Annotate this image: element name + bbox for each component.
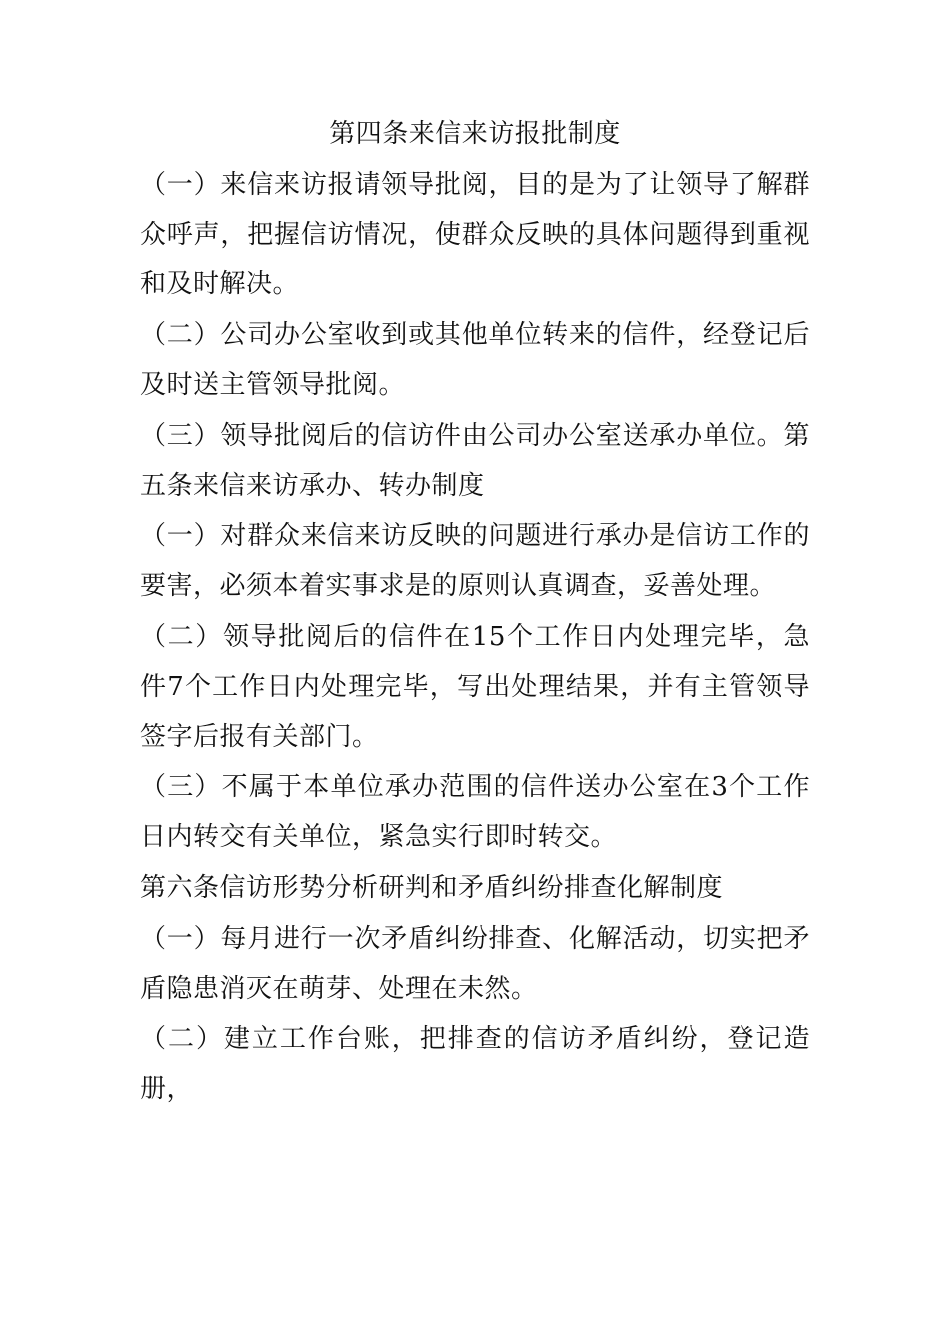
- document-title: 第四条来信来访报批制度: [329, 119, 621, 149]
- paragraph-9: （二）建立工作台账，把排查的信访矛盾纠纷，登记造册，: [140, 1024, 810, 1105]
- document-body: [140, 110, 810, 1116]
- paragraph-1: （一）来信来访报请领导批阅，目的是为了让领导了解群众呼声，把握信访情况，使群众反映的具体问题得到重视和及时解决。: [140, 169, 810, 300]
- paragraph-5: （二）领导批阅后的信件在15个工作日内处理完毕，急件7个工作日内处理完毕，写出处理结果，并有主管领导签字后报有关部门。: [140, 621, 810, 752]
- paragraph-4: （一）对群众来信来访反映的问题进行承办是信访工作的要害，必须本着实事求是的原则认真调查，妥善处理。: [140, 521, 810, 602]
- paragraph-2: （二）公司办公室收到或其他单位转来的信件，经登记后及时送主管领导批阅。: [140, 320, 810, 400]
- paragraph-3: （三）领导批阅后的信访件由公司办公室送承办单位。第五条来信来访承办、转办制度: [140, 420, 810, 501]
- paragraph-6: （三）不属于本单位承办范围的信件送办公室在3个工作日内转交有关单位，紧急实行即时转交。: [140, 772, 810, 853]
- paragraph-8: （一）每月进行一次矛盾纠纷排查、化解活动，切实把矛盾隐患消灭在萌芽、处理在未然。: [140, 923, 810, 1004]
- paragraph-7-section-heading: 第六条信访形势分析研判和矛盾纠纷排查化解制度: [140, 872, 724, 903]
